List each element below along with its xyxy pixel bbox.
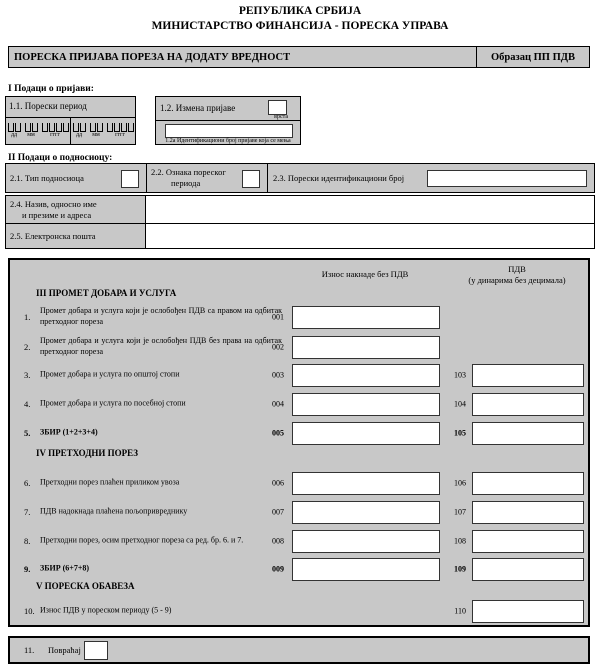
row-description: Претходни порез плаћен приликом увоза [40, 477, 180, 487]
tax-period-label: 1.1. Порески период [6, 97, 135, 118]
end-day-cells[interactable] [73, 123, 86, 132]
refund-checkbox[interactable] [84, 641, 108, 660]
amount-input-001[interactable] [292, 306, 440, 329]
table-row-sum [10, 556, 588, 582]
row-description: Промет добара и услуга по општој стопи [40, 369, 180, 379]
vat-input-106[interactable] [472, 472, 584, 495]
form-code-label: Образац ПП ПДВ [490, 51, 575, 63]
row-code-amount: 004 [272, 399, 284, 409]
vat-input-110[interactable] [472, 600, 584, 623]
row-description: ЗБИР (1+2+3+4) [40, 427, 98, 437]
name-label-line2: и презиме и адреса [22, 210, 92, 221]
table-row-sum [10, 420, 588, 446]
section-v-heading: V ПОРЕСКА ОБАВЕЗА [36, 581, 135, 591]
period-end-date-group [70, 118, 135, 144]
table-row [10, 499, 588, 525]
row-code-vat: 108 [454, 536, 466, 546]
table-row [10, 334, 588, 360]
vat-input-104[interactable] [472, 393, 584, 416]
name-label-cell [6, 196, 146, 223]
vat-column-header-line1: ПДВ [508, 264, 526, 274]
vat-column-header [446, 264, 588, 286]
row-code-amount: 001 [272, 312, 284, 322]
row-number: 1. [24, 312, 31, 322]
vat-column-header-line2: (у динарима без децимала) [468, 275, 566, 286]
tin-input[interactable] [427, 170, 587, 187]
tin-cell [268, 164, 594, 192]
tax-period-box [5, 96, 136, 145]
row-description: Промет добара и услуга по посебној стопи [40, 398, 186, 408]
row-number: 8. [24, 536, 31, 546]
main-table-panel [8, 258, 590, 627]
ministry-heading: МИНИСТАРСТВО ФИНАНСИЈА - ПОРЕСКА УПРАВА [151, 20, 449, 32]
row-description: Износ ПДВ у пореском периоду (5 - 9) [40, 605, 172, 615]
vat-input-109[interactable] [472, 558, 584, 581]
section-i-heading: I Подаци о пријави: [8, 84, 94, 94]
tax-period-dates [6, 118, 135, 144]
amount-input-006[interactable] [292, 472, 440, 495]
row-description: Претходни порез, осим претходног пореза са ред. бр. 6. и 7. [40, 535, 244, 545]
row-description: Промет добара и услуга који је ослобођен ПДВ без права на одбитак претходног пореза [40, 336, 282, 356]
period-code-input[interactable] [242, 170, 260, 188]
refund-label: Повраћај [48, 645, 81, 655]
refund-panel [8, 636, 590, 664]
tin-label: 2.3. Порески идентификациони број [273, 173, 405, 183]
year-caption: гггг [50, 132, 60, 138]
amount-input-004[interactable] [292, 393, 440, 416]
table-row [10, 362, 588, 388]
country-heading: РЕПУБЛИКА СРБИЈА [238, 5, 362, 17]
section-iii-heading: III ПРОМЕТ ДОБАРА И УСЛУГА [36, 288, 177, 298]
email-label: 2.5. Електронска пошта [10, 231, 96, 241]
period-start-date-group [6, 118, 70, 144]
submitter-email-row [5, 223, 595, 249]
row-code-vat: 110 [454, 606, 466, 616]
name-label-line1: 2.4. Назив, односно име [10, 199, 97, 209]
amount-input-008[interactable] [292, 530, 440, 553]
row-code-amount: 009 [272, 564, 284, 574]
start-year-cells[interactable] [42, 123, 69, 132]
row-code-vat: 103 [454, 370, 466, 380]
row-number: 2. [24, 342, 31, 352]
vat-input-105[interactable] [472, 422, 584, 445]
name-input[interactable] [146, 196, 594, 223]
period-code-label-line2: периода [171, 178, 201, 188]
amount-input-005[interactable] [292, 422, 440, 445]
amendment-type-input[interactable] [268, 100, 287, 115]
start-month-cells[interactable] [25, 123, 38, 132]
row-description: ЗБИР (6+7+8) [40, 563, 90, 573]
form-title-bar [8, 46, 590, 68]
submitter-type-cell [6, 164, 147, 192]
start-day-unit [8, 123, 21, 139]
table-row [10, 528, 588, 554]
row-code-amount: 002 [272, 342, 284, 352]
submitter-type-label: 2.1. Тип подносиоца [10, 173, 84, 183]
vat-input-103[interactable] [472, 364, 584, 387]
row-code-vat: 104 [454, 399, 466, 409]
submitter-type-input[interactable] [121, 170, 139, 188]
amount-input-009[interactable] [292, 558, 440, 581]
start-month-unit [25, 123, 38, 139]
end-year-cells[interactable] [107, 123, 134, 132]
start-year-unit [42, 123, 69, 139]
month-caption: мм [92, 132, 100, 138]
row-code-vat: 106 [454, 478, 466, 488]
row-description: Промет добара и услуга који је ослобођен ПДВ са правом на одбитак претходног пореза [40, 306, 282, 326]
period-code-label-line1: 2.2. Ознака пореског [151, 167, 226, 177]
day-caption: дд [75, 132, 83, 138]
amount-input-007[interactable] [292, 501, 440, 524]
end-day-unit [73, 123, 86, 139]
end-month-cells[interactable] [90, 123, 103, 132]
section-ii-heading: II Подаци о подносиоцу: [8, 153, 113, 163]
table-row [10, 391, 588, 417]
row-number: 6. [24, 478, 31, 488]
amendment-type-caption: врста [274, 114, 288, 120]
row-number: 7. [24, 507, 31, 517]
table-row [10, 304, 588, 330]
form-title: ПОРЕСКА ПРИЈАВА ПОРЕЗА НА ДОДАТУ ВРЕДНОСТ [9, 47, 477, 67]
amendment-box [155, 96, 301, 145]
row-number: 4. [24, 399, 31, 409]
table-row [10, 470, 588, 496]
email-label-cell [6, 224, 146, 248]
amount-column-header: Износ накнаде без ПДВ [321, 269, 409, 279]
row-number: 5. [24, 428, 31, 438]
email-input[interactable] [146, 224, 594, 248]
row-code-vat: 107 [454, 507, 466, 517]
start-day-cells[interactable] [8, 123, 21, 132]
day-caption: дд [10, 132, 18, 138]
amendment-label: 1.2. Измена пријаве [160, 103, 236, 113]
section-iv-heading: IV ПРЕТХОДНИ ПОРЕЗ [36, 448, 138, 458]
row-number: 10. [24, 606, 35, 616]
vat-input-107[interactable] [472, 501, 584, 524]
amount-input-002[interactable] [292, 336, 440, 359]
amount-input-003[interactable] [292, 364, 440, 387]
row-code-amount: 005 [272, 428, 284, 438]
row-code-amount: 003 [272, 370, 284, 380]
row-description: ПДВ надокнада плаћена пољопривреднику [40, 506, 188, 516]
end-month-unit [90, 123, 103, 139]
row-number: 3. [24, 370, 31, 380]
row-number: 11. [24, 645, 35, 655]
table-row [10, 598, 588, 624]
row-code-vat: 105 [454, 428, 466, 438]
year-caption: гггг [115, 132, 125, 138]
end-year-unit [107, 123, 134, 139]
row-code-amount: 007 [272, 507, 284, 517]
period-code-cell [147, 164, 268, 192]
row-code-amount: 006 [272, 478, 284, 488]
submitter-name-row [5, 195, 595, 224]
row-code-vat: 109 [454, 564, 466, 574]
row-number: 9. [24, 564, 31, 574]
row-code-amount: 008 [272, 536, 284, 546]
vat-input-108[interactable] [472, 530, 584, 553]
amendment-id-input[interactable] [165, 124, 293, 138]
month-caption: мм [27, 132, 35, 138]
submitter-row-1 [5, 163, 595, 193]
amendment-id-caption: 1.2а Идентификациони број пријаве која се мења [165, 138, 291, 144]
